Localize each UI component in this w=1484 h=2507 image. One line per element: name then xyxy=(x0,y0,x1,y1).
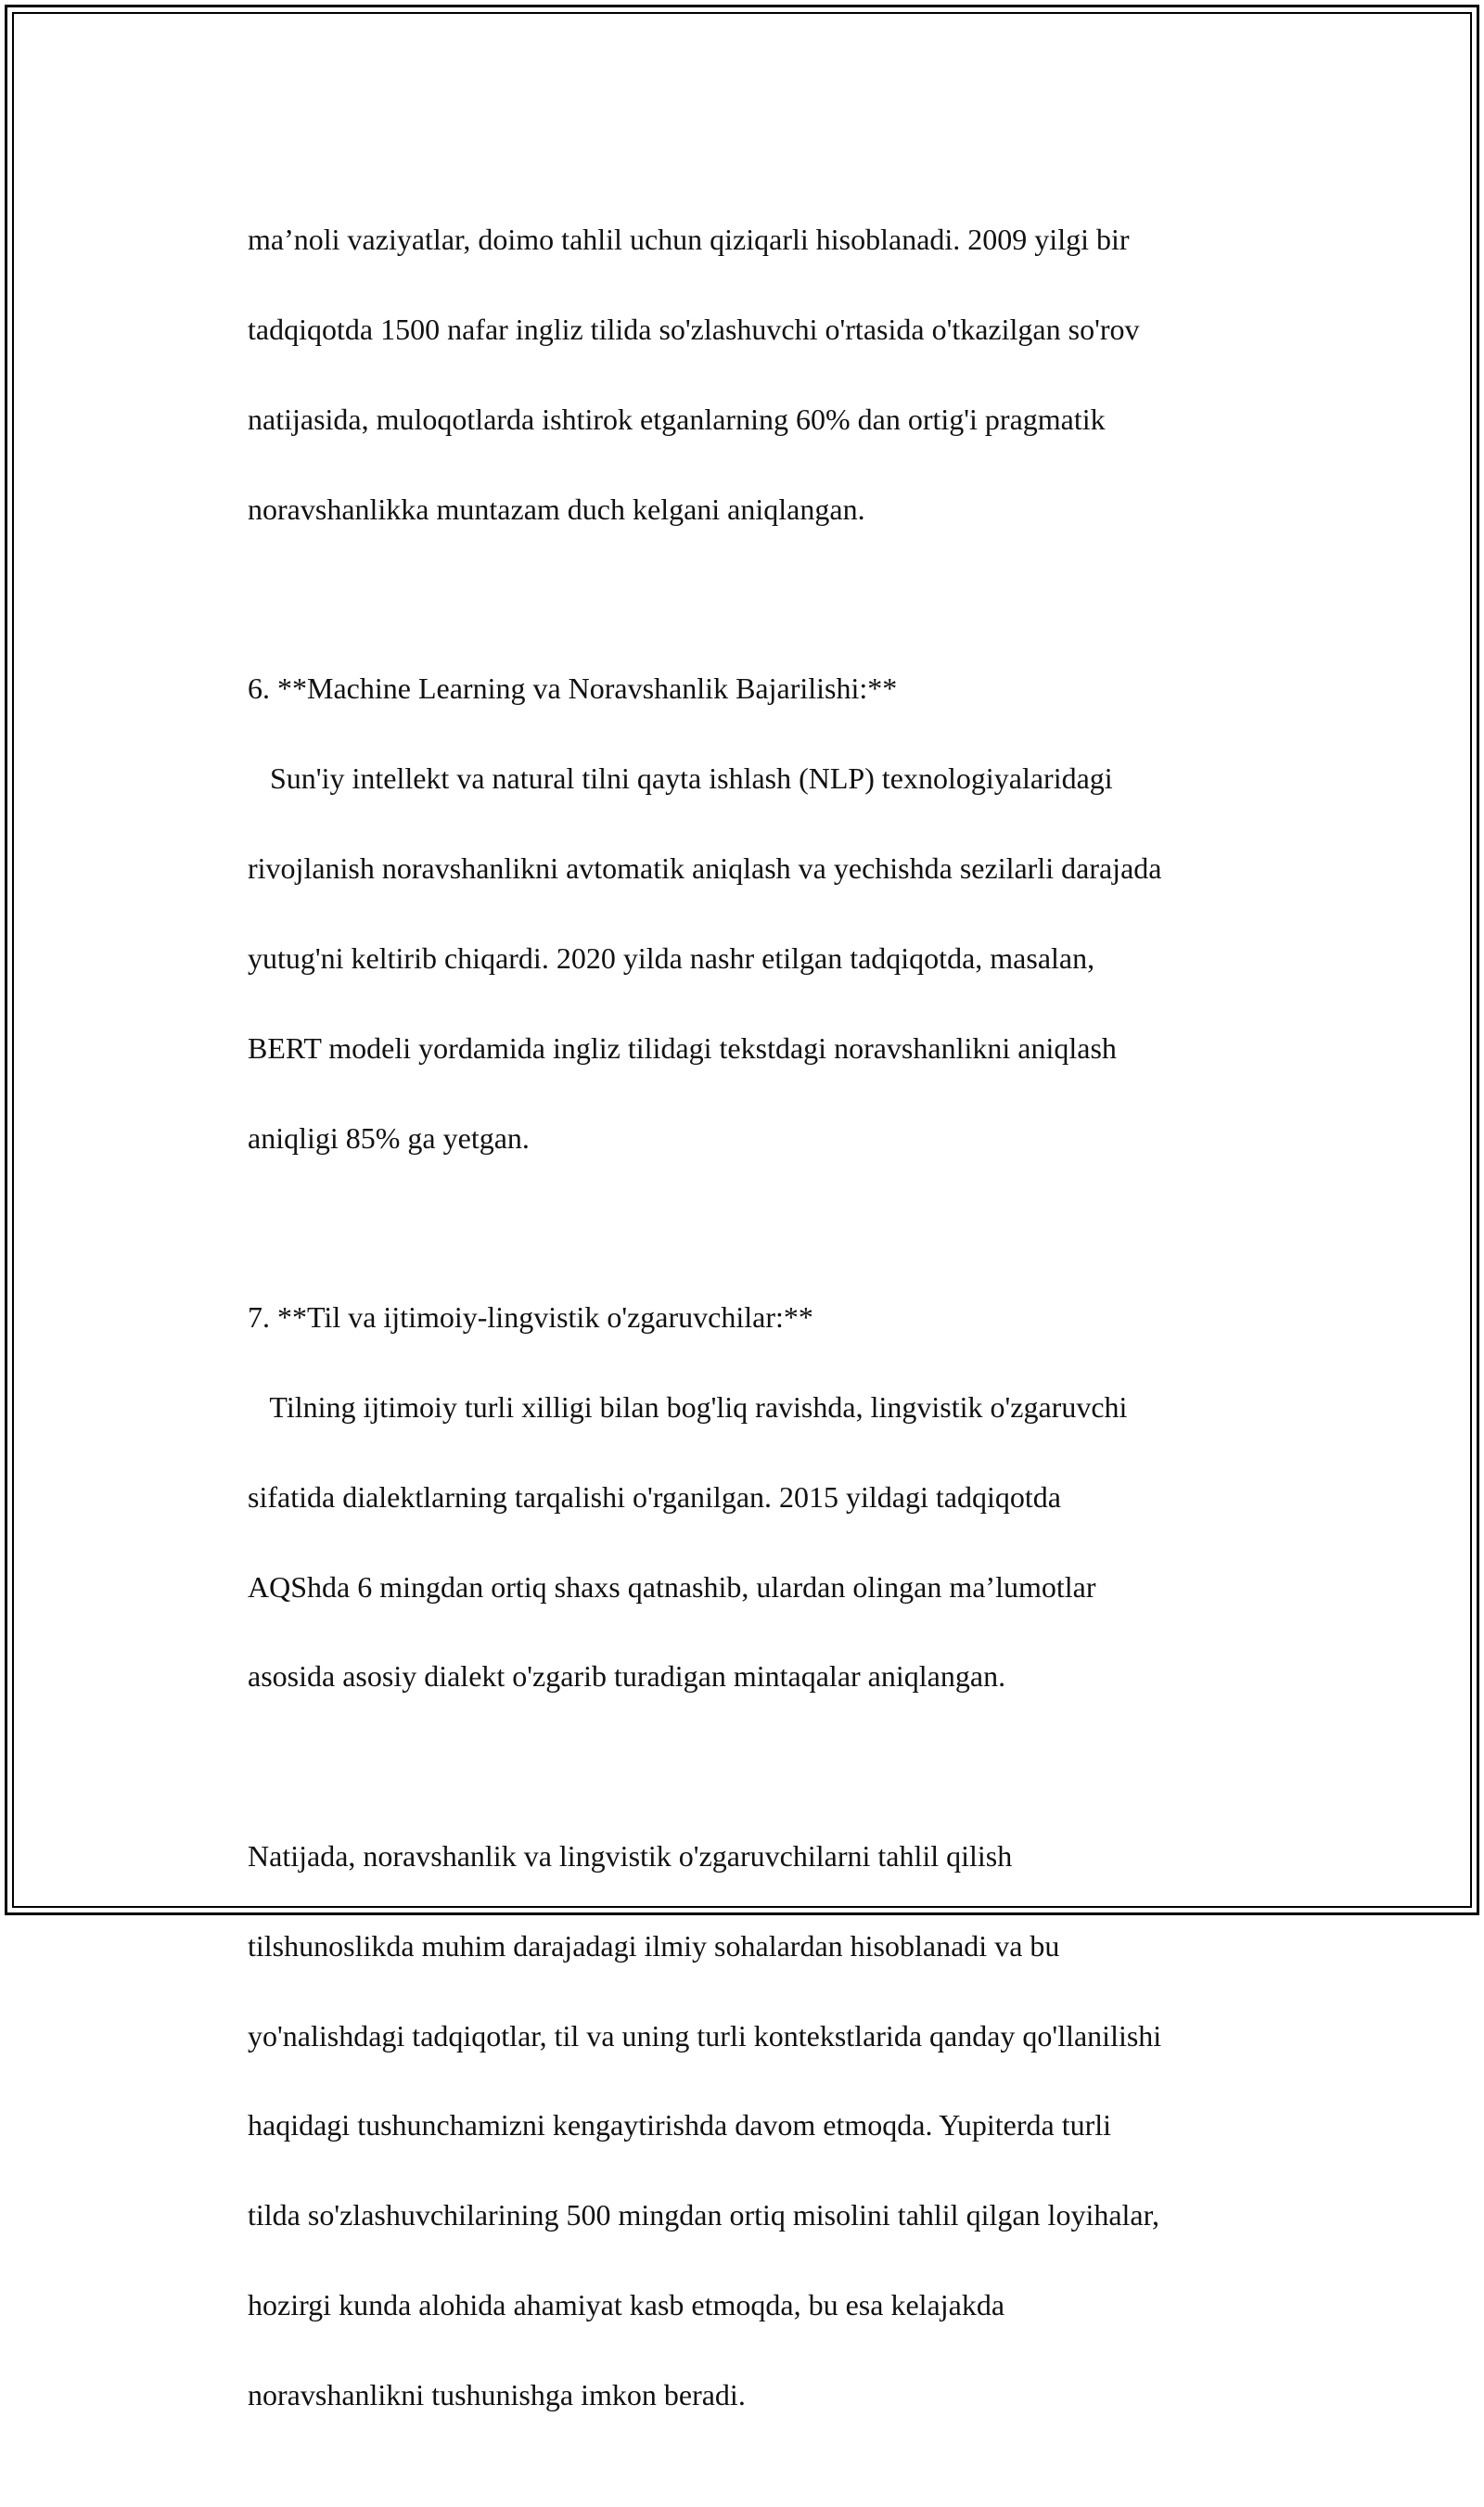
text-line: haqidagi tushunchamizni kengaytirishda davom etmoqda. Yupiterda turli xyxy=(248,2108,1112,2142)
text-line: Tilning ijtimoiy turli xilligi bilan bog'liq ravishda, lingvistik o'zgaruvchi xyxy=(248,1389,1128,1424)
text-line: ma’noli vaziyatlar, doimo tahlil uchun qiziqarli hisoblanadi. 2009 yilgi bir xyxy=(248,223,1130,257)
text-line: tadqiqotda 1500 nafar ingliz tilida so'zlashuvchi o'rtasida o'tkazilgan so'rov xyxy=(248,313,1140,347)
text-line: yutug'ni keltirib chiqardi. 2020 yilda nashr etilgan tadqiqotda, masalan, xyxy=(248,940,1095,975)
paragraph-conclusion xyxy=(218,1789,1275,2462)
section-heading: 6. **Machine Learning va Noravshanlik Bajarilishi:** xyxy=(248,672,898,706)
section-7-sociolinguistic xyxy=(218,1250,1275,1744)
text-line: BERT modeli yordamida ingliz tilidagi tekstdagi noravshanlikni aniqlash xyxy=(248,1030,1117,1065)
text-line: Natijada, noravshanlik va lingvistik o'zgaruvchilarni tahlil qilish xyxy=(248,1838,1013,1873)
text-line: AQShda 6 mingdan ortiq shaxs qatnashib, ulardan olingan ma’lumotlar xyxy=(248,1569,1096,1604)
section-6-machine-learning xyxy=(218,621,1275,1205)
section-heading: 7. **Til va ijtimoiy-lingvistik o'zgaruvchilar:** xyxy=(248,1300,813,1335)
text-line: yo'nalishdagi tadqiqotlar, til va uning turli kontekstlarida qanday qo'llanilishi xyxy=(248,2018,1162,2053)
text-line: asosida asosiy dialekt o'zgarib turadigan mintaqalar aniqlangan. xyxy=(248,1659,1006,1694)
text-line: hozirgi kunda alohida ahamiyat kasb etmoqda, bu esa kelajakda xyxy=(248,2288,1005,2322)
text-line: rivojlanish noravshanlikni avtomatik aniqlash va yechishda sezilarli darajada xyxy=(248,851,1162,886)
text-line: noravshanlikka muntazam duch kelgani aniqlangan. xyxy=(248,492,865,526)
text-line: tilda so'zlashuvchilarining 500 mingdan ortiq misolini tahlil qilgan loyihalar, xyxy=(248,2198,1159,2232)
document-body xyxy=(218,173,1275,2507)
text-line: noravshanlikni tushunishga imkon beradi. xyxy=(248,2377,746,2411)
text-line: aniqligi 85% ga yetgan. xyxy=(248,1120,530,1155)
text-line: natijasida, muloqotlarda ishtirok etganlarning 60% dan ortig'i pragmatik xyxy=(248,403,1106,437)
text-line: Sun'iy intellekt va natural tilni qayta ishlash (NLP) texnologiyalaridagi xyxy=(248,761,1113,796)
paragraph-intro-continuation xyxy=(218,173,1275,577)
text-line: sifatida dialektlarning tarqalishi o'rganilgan. 2015 yildagi tadqiqotda xyxy=(248,1479,1061,1514)
text-line: tilshunoslikda muhim darajadagi ilmiy sohalardan hisoblanadi va bu xyxy=(248,1928,1060,1963)
